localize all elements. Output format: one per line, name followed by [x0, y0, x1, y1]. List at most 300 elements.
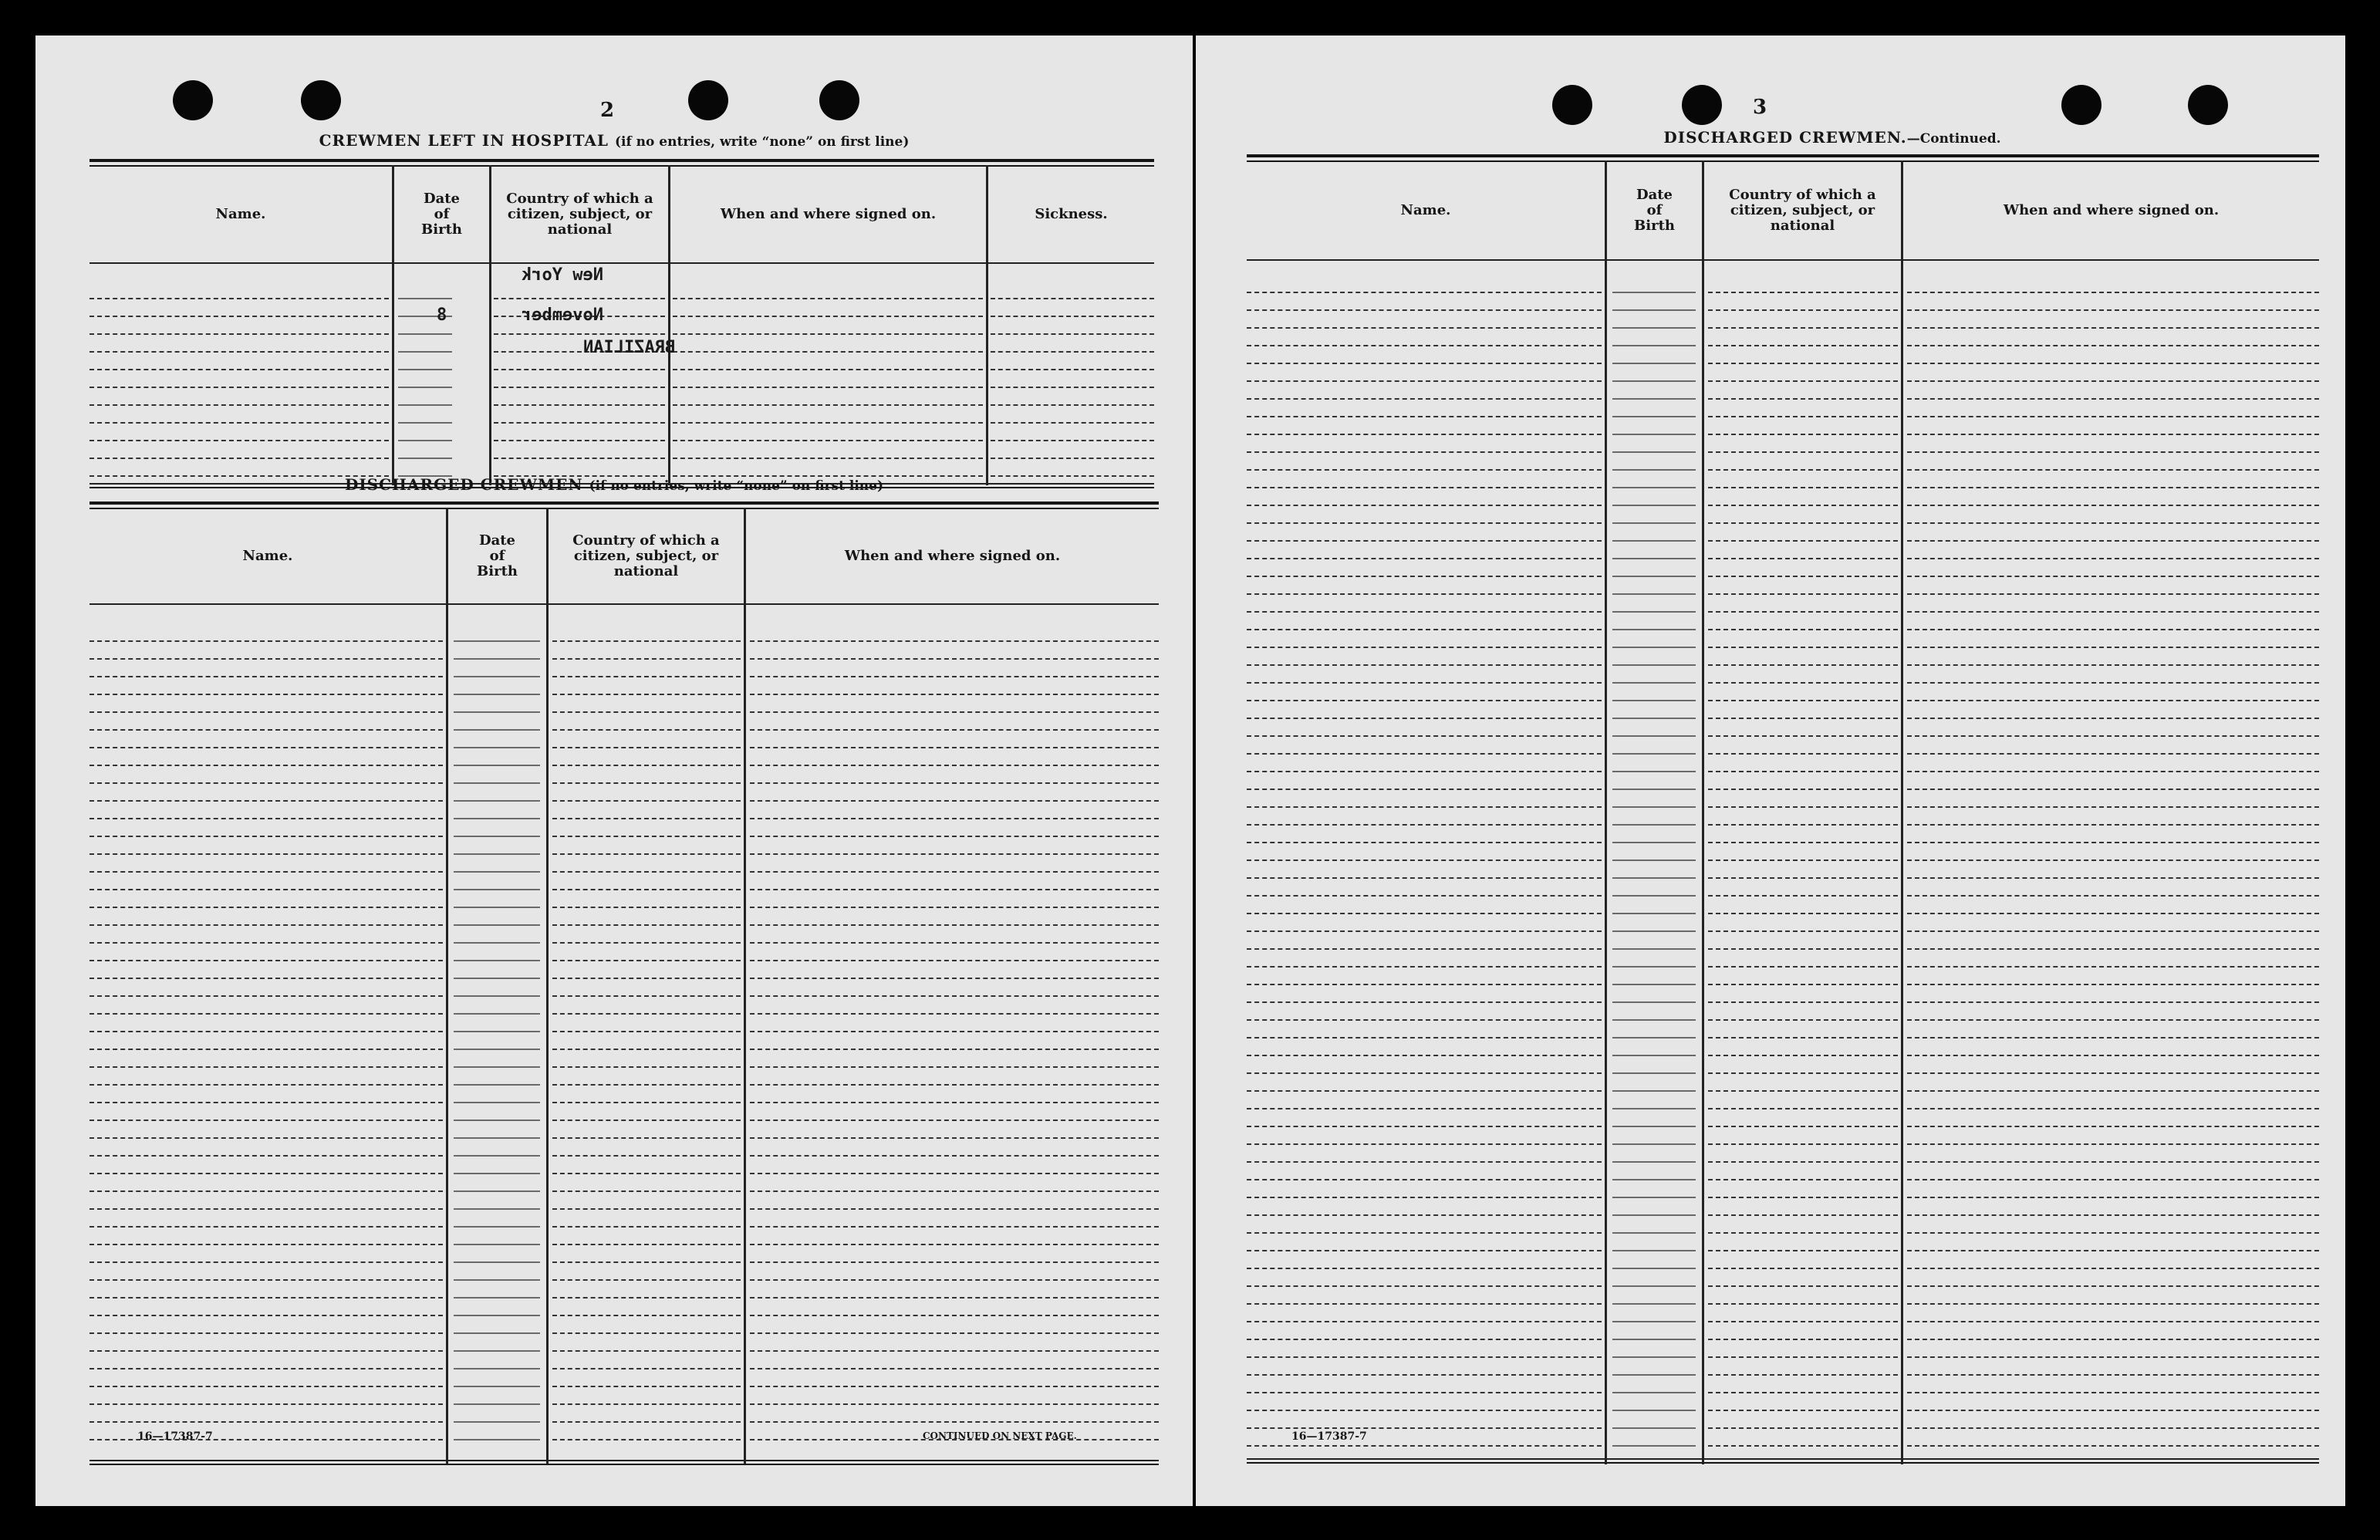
entry-line	[1907, 859, 2319, 861]
entry-line	[750, 1332, 1159, 1334]
entry-line	[750, 853, 1159, 855]
entry-line	[1907, 771, 2319, 772]
entry-line	[552, 995, 741, 997]
entry-line	[454, 836, 540, 837]
column-header-name: Name.	[242, 548, 293, 564]
entry-line	[1247, 487, 1602, 488]
entry-line	[750, 978, 1159, 979]
entry-line	[1612, 1037, 1696, 1038]
discharged-section-title: DISCHARGED CREWMEN (if no entries, write “none” on first line)	[344, 475, 884, 494]
entry-line	[1708, 647, 1898, 648]
entry-line	[1247, 1356, 1602, 1358]
entry-line	[1612, 1250, 1696, 1251]
entry-line	[552, 1332, 741, 1334]
entry-line	[1907, 1303, 2319, 1305]
entry-line	[454, 1084, 540, 1086]
entry-line	[454, 1190, 540, 1192]
entry-line	[750, 1350, 1159, 1352]
hospital-section-title: CREWMEN LEFT IN HOSPITAL (if no entries, write “none” on first line)	[319, 131, 910, 150]
entry-line	[750, 818, 1159, 819]
entry-line	[1612, 700, 1696, 701]
entry-line	[552, 729, 741, 731]
entry-line	[1907, 1356, 2319, 1358]
entry-line	[494, 440, 665, 441]
entry-line	[1247, 1055, 1602, 1056]
entry-line	[1907, 824, 2319, 826]
entry-line	[1247, 806, 1602, 808]
entry-line	[1907, 1427, 2319, 1429]
entry-line	[552, 1368, 741, 1369]
entry-line	[398, 404, 452, 406]
entry-line	[1247, 647, 1602, 648]
entry-line	[1612, 1143, 1696, 1145]
entry-line	[1708, 1179, 1898, 1180]
entry-line	[1708, 913, 1898, 914]
entry-line	[750, 1155, 1159, 1157]
entry-line	[1907, 576, 2319, 577]
entry-line	[991, 316, 1154, 317]
entry-line	[1708, 380, 1898, 382]
entry-line	[1708, 1143, 1898, 1145]
form-number: 16—17387-7	[1291, 1430, 1367, 1443]
entry-line	[1612, 1214, 1696, 1216]
entry-line	[1612, 434, 1696, 435]
entry-line	[750, 1226, 1159, 1228]
entry-line	[750, 1261, 1159, 1263]
entry-line	[89, 1297, 443, 1299]
entry-line	[1907, 895, 2319, 897]
entry-line	[454, 1332, 540, 1334]
entry-line	[552, 1173, 741, 1174]
entry-line	[1612, 576, 1696, 577]
entry-line	[1612, 1019, 1696, 1021]
entry-line	[494, 298, 665, 299]
entry-line	[750, 907, 1159, 908]
entry-line	[1907, 1161, 2319, 1163]
entry-line	[1247, 1232, 1602, 1234]
entry-line	[1708, 1055, 1898, 1056]
entry-line	[1612, 1090, 1696, 1092]
entry-line	[1247, 664, 1602, 666]
entry-line	[1708, 824, 1898, 826]
entry-line	[1907, 1410, 2319, 1411]
entry-line	[1907, 1321, 2319, 1322]
entry-line	[1612, 1072, 1696, 1074]
entry-line	[750, 1244, 1159, 1245]
entry-line	[1612, 806, 1696, 808]
entry-line	[1612, 1321, 1696, 1322]
entry-line	[750, 1066, 1159, 1068]
entry-line	[1907, 1072, 2319, 1074]
entry-line	[1907, 363, 2319, 364]
entry-line	[1247, 1179, 1602, 1180]
entry-line	[454, 907, 540, 908]
entry-line	[89, 978, 443, 979]
entry-line	[1708, 771, 1898, 772]
entry-line	[750, 1049, 1159, 1050]
entry-line	[1612, 309, 1696, 311]
entry-line	[1708, 629, 1898, 630]
entry-line	[1247, 363, 1602, 364]
punch-hole	[2061, 85, 2101, 125]
continued-note: CONTINUED ON NEXT PAGE.	[923, 1430, 1077, 1441]
entry-line	[1708, 611, 1898, 613]
entry-line	[89, 960, 443, 961]
entry-line	[454, 818, 540, 819]
entry-line	[1708, 984, 1898, 985]
entry-line	[1612, 327, 1696, 329]
discharged-table	[89, 502, 1159, 1466]
entry-line	[1612, 771, 1696, 772]
entry-line	[750, 1173, 1159, 1174]
entry-line	[1907, 789, 2319, 790]
entry-line	[1247, 1197, 1602, 1198]
entry-line	[552, 978, 741, 979]
entry-line	[552, 1279, 741, 1281]
entry-line	[552, 889, 741, 890]
entry-line	[1708, 1427, 1898, 1429]
entry-line	[1612, 1232, 1696, 1234]
entry-line	[1247, 1268, 1602, 1269]
entry-line	[454, 711, 540, 713]
entry-line	[750, 765, 1159, 766]
column-header-signed-on: When and where signed on.	[2003, 202, 2220, 218]
entry-line	[1708, 1445, 1898, 1447]
entry-line	[89, 747, 443, 748]
entry-line	[398, 440, 452, 441]
entry-line	[89, 782, 443, 784]
entry-line	[1247, 1161, 1602, 1163]
entry-line	[552, 1226, 741, 1228]
entry-line	[454, 1137, 540, 1139]
entry-line	[398, 458, 452, 459]
entry-line	[1907, 629, 2319, 630]
entry-line	[1907, 522, 2319, 524]
entry-line	[552, 1403, 741, 1405]
entry-line	[673, 458, 983, 459]
entry-line	[1708, 842, 1898, 843]
entry-line	[1247, 292, 1602, 293]
column-header-country: Country of which a citizen, subject, or national	[1729, 187, 1876, 234]
entry-line	[1907, 505, 2319, 506]
entry-line	[750, 1315, 1159, 1316]
entry-line	[1708, 1410, 1898, 1411]
entry-line	[1708, 1303, 1898, 1305]
show-through-text: November	[522, 306, 603, 325]
entry-line	[750, 1190, 1159, 1192]
entry-line	[454, 1013, 540, 1015]
entry-line	[673, 369, 983, 370]
entry-line	[89, 1173, 443, 1174]
entry-line	[89, 1155, 443, 1157]
entry-line	[454, 1208, 540, 1210]
show-through-text: 8	[437, 306, 447, 325]
discharged-table-continued	[1247, 154, 2319, 1466]
entry-line	[1247, 576, 1602, 577]
entry-line	[1907, 1268, 2319, 1269]
entry-line	[1708, 859, 1898, 861]
entry-line	[1247, 1019, 1602, 1021]
entry-line	[89, 387, 389, 388]
punch-hole	[688, 80, 728, 120]
entry-line	[89, 1190, 443, 1192]
punch-hole	[173, 80, 213, 120]
entry-line	[454, 995, 540, 997]
entry-line	[750, 995, 1159, 997]
entry-line	[1247, 327, 1602, 329]
page-number: 2	[600, 99, 615, 122]
entry-line	[750, 889, 1159, 890]
entry-line	[1907, 842, 2319, 843]
entry-line	[1907, 345, 2319, 346]
entry-line	[89, 711, 443, 713]
entry-line	[1708, 451, 1898, 453]
entry-line	[1247, 469, 1602, 471]
entry-line	[454, 1066, 540, 1068]
entry-line	[750, 800, 1159, 802]
entry-line	[750, 640, 1159, 642]
entry-line	[454, 1155, 540, 1157]
entry-line	[1612, 1001, 1696, 1003]
entry-line	[89, 658, 443, 660]
entry-line	[1907, 1001, 2319, 1003]
entry-line	[89, 1208, 443, 1210]
entry-line	[494, 369, 665, 370]
entry-line	[1247, 789, 1602, 790]
punch-hole	[2188, 85, 2228, 125]
entry-line	[1612, 913, 1696, 914]
punch-hole	[301, 80, 341, 120]
entry-line	[1907, 1143, 2319, 1145]
entry-line	[1612, 1161, 1696, 1163]
entry-line	[398, 298, 452, 299]
entry-line	[1612, 647, 1696, 648]
entry-line	[1907, 558, 2319, 559]
entry-line	[454, 765, 540, 766]
entry-line	[1708, 398, 1898, 400]
entry-line	[552, 1244, 741, 1245]
entry-line	[454, 1368, 540, 1369]
entry-line	[1907, 1339, 2319, 1340]
entry-line	[1612, 984, 1696, 985]
entry-line	[1612, 948, 1696, 950]
entry-line	[1907, 806, 2319, 808]
entry-line	[1907, 309, 2319, 311]
entry-line	[1612, 877, 1696, 879]
entry-line	[1612, 930, 1696, 932]
entry-line	[89, 942, 443, 944]
entry-line	[1612, 345, 1696, 346]
entry-line	[454, 871, 540, 873]
entry-line	[750, 942, 1159, 944]
entry-line	[1612, 363, 1696, 364]
entry-line	[1708, 682, 1898, 684]
entry-line	[1708, 540, 1898, 542]
entry-line	[89, 871, 443, 873]
entry-line	[1708, 522, 1898, 524]
entry-line	[1907, 540, 2319, 542]
entry-line	[1247, 930, 1602, 932]
entry-line	[454, 1261, 540, 1263]
entry-line	[1247, 842, 1602, 843]
entry-line	[89, 1315, 443, 1316]
entry-line	[454, 1315, 540, 1316]
entry-line	[89, 1049, 443, 1050]
entry-line	[1247, 1410, 1602, 1411]
entry-line	[750, 871, 1159, 873]
entry-line	[1612, 380, 1696, 382]
entry-line	[454, 694, 540, 695]
entry-line	[1708, 1232, 1898, 1234]
entry-line	[1612, 1108, 1696, 1109]
entry-line	[1247, 771, 1602, 772]
entry-line	[552, 676, 741, 677]
entry-line	[1612, 540, 1696, 542]
entry-line	[1907, 451, 2319, 453]
entry-line	[750, 924, 1159, 926]
entry-line	[552, 942, 741, 944]
entry-line	[1708, 806, 1898, 808]
entry-line	[1612, 789, 1696, 790]
entry-line	[1612, 824, 1696, 826]
entry-line	[454, 1031, 540, 1032]
entry-line	[1247, 700, 1602, 701]
entry-line	[552, 1350, 741, 1352]
entry-line	[1247, 718, 1602, 719]
entry-line	[750, 1084, 1159, 1086]
entry-line	[89, 404, 389, 406]
entry-line	[1612, 895, 1696, 897]
entry-line	[1708, 309, 1898, 311]
entry-line	[1247, 398, 1602, 400]
entry-line	[454, 1226, 540, 1228]
entry-line	[1247, 451, 1602, 453]
entry-line	[494, 404, 665, 406]
entry-line	[750, 1403, 1159, 1405]
right-page	[1196, 35, 2345, 1506]
hospital-table	[89, 159, 1154, 491]
entry-line	[1247, 1445, 1602, 1447]
entry-line	[1612, 469, 1696, 471]
entry-line	[1612, 1356, 1696, 1358]
entry-line	[398, 387, 452, 388]
entry-line	[1708, 327, 1898, 329]
entry-line	[1907, 292, 2319, 293]
entry-line	[991, 298, 1154, 299]
entry-line	[552, 1066, 741, 1068]
entry-line	[494, 333, 665, 335]
entry-line	[750, 1421, 1159, 1423]
entry-line	[1708, 292, 1898, 293]
entry-line	[1907, 664, 2319, 666]
entry-line	[1907, 398, 2319, 400]
entry-line	[89, 1386, 443, 1387]
entry-line	[1247, 309, 1602, 311]
entry-line	[552, 1013, 741, 1015]
entry-line	[1247, 1250, 1602, 1251]
entry-line	[1708, 1339, 1898, 1340]
entry-line	[89, 694, 443, 695]
entry-line	[454, 1102, 540, 1103]
entry-line	[1612, 416, 1696, 417]
entry-line	[89, 458, 389, 459]
entry-line	[1247, 1037, 1602, 1038]
entry-line	[1708, 948, 1898, 950]
entry-line	[1708, 1250, 1898, 1251]
entry-line	[1247, 824, 1602, 826]
entry-line	[1708, 664, 1898, 666]
entry-line	[1907, 1037, 2319, 1038]
entry-line	[552, 1084, 741, 1086]
entry-line	[1907, 1126, 2319, 1127]
entry-line	[1612, 292, 1696, 293]
entry-line	[552, 1120, 741, 1121]
entry-line	[89, 369, 389, 370]
entry-line	[1247, 611, 1602, 613]
form-number: 16—17387-7	[137, 1430, 213, 1443]
entry-line	[1612, 451, 1696, 453]
entry-line	[1247, 1072, 1602, 1074]
entry-line	[454, 1350, 540, 1352]
entry-line	[1708, 789, 1898, 790]
entry-line	[1708, 434, 1898, 435]
entry-line	[1612, 522, 1696, 524]
punch-hole	[1552, 85, 1592, 125]
entry-line	[1247, 505, 1602, 506]
entry-line	[454, 978, 540, 979]
entry-line	[1247, 877, 1602, 879]
entry-line	[1708, 1356, 1898, 1358]
entry-line	[89, 729, 443, 731]
entry-line	[398, 422, 452, 424]
entry-line	[1612, 664, 1696, 666]
entry-line	[1247, 1427, 1602, 1429]
entry-line	[1907, 735, 2319, 737]
entry-line	[552, 1031, 741, 1032]
entry-line	[1612, 558, 1696, 559]
entry-line	[89, 1261, 443, 1263]
entry-line	[750, 1368, 1159, 1369]
entry-line	[750, 1031, 1159, 1032]
entry-line	[89, 995, 443, 997]
entry-line	[552, 640, 741, 642]
entry-line	[750, 658, 1159, 660]
entry-line	[1907, 984, 2319, 985]
entry-line	[1247, 540, 1602, 542]
entry-line	[454, 1049, 540, 1050]
entry-line	[1708, 558, 1898, 559]
entry-line	[552, 1439, 741, 1440]
entry-line	[1612, 1197, 1696, 1198]
entry-line	[552, 960, 741, 961]
entry-line	[89, 1084, 443, 1086]
entry-line	[750, 711, 1159, 713]
entry-line	[1907, 948, 2319, 950]
entry-line	[1907, 1055, 2319, 1056]
entry-line	[991, 404, 1154, 406]
entry-line	[1612, 1374, 1696, 1376]
entry-line	[1247, 735, 1602, 737]
entry-line	[398, 333, 452, 335]
entry-line	[1612, 966, 1696, 968]
entry-line	[1708, 593, 1898, 595]
entry-line	[1708, 363, 1898, 364]
entry-line	[89, 316, 389, 317]
entry-line	[1247, 1303, 1602, 1305]
entry-line	[1907, 647, 2319, 648]
entry-line	[1612, 1179, 1696, 1180]
entry-line	[552, 1190, 741, 1192]
